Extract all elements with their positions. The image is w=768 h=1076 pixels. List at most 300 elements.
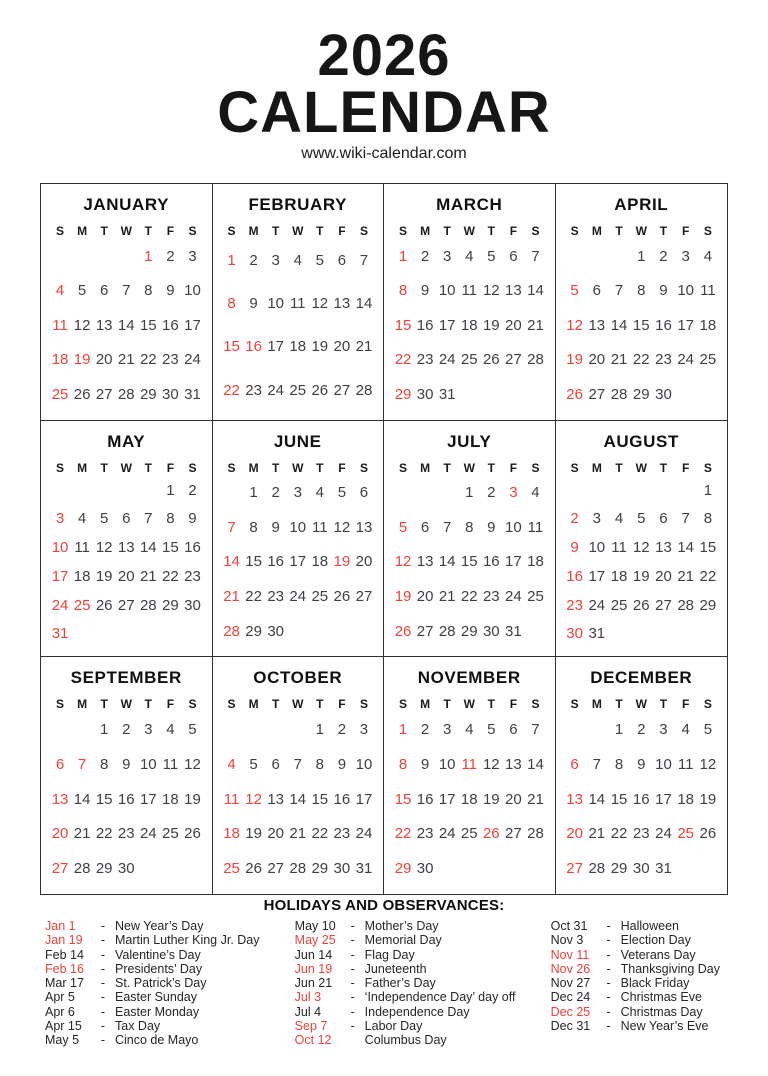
date-cell: 8 [703,510,713,528]
date-cell: 13 [95,316,113,334]
week-row [49,386,204,403]
month-title: JUNE [273,431,322,451]
weekday-header-row [564,224,720,238]
date-cell: 5 [637,510,646,528]
date-cell: 6 [359,484,369,502]
empty-date-cell [309,623,331,640]
holiday-item [551,963,720,976]
week-row [392,623,547,640]
week-row [49,625,204,642]
date-cell: 18 [289,338,307,356]
date-cell: 8 [398,755,408,773]
holiday-separator: - [100,1033,106,1048]
weeks-container [49,239,204,412]
holiday-date: Jul 4 [294,1004,322,1019]
date-cell: 19 [311,338,329,356]
weekday-header: T [443,224,451,238]
week-row [564,756,720,773]
week-row [392,519,547,536]
date-cell: 14 [289,790,307,808]
weekday-header: S [188,460,197,475]
date-cell: 18 [223,825,240,843]
weekday-header: M [420,460,431,475]
date-cell: 26 [482,351,500,369]
date-cell: 19 [73,351,91,369]
date-cell: 15 [699,539,717,557]
date-cell: 9 [487,518,496,536]
weeks-container [221,239,376,412]
month-april [556,184,728,421]
weekday-header: S [56,224,65,238]
week-row [392,860,547,877]
date-cell: 19 [482,316,500,334]
holiday-separator: - [100,919,106,933]
weekday-header: S [188,224,197,238]
empty-date-cell [243,721,265,738]
weeks-container [221,476,376,649]
date-cell: 1 [637,247,646,265]
holiday-item [295,920,516,933]
date-cell: 14 [610,316,628,334]
holiday-date: Feb 16 [45,961,84,976]
empty-date-cell [436,860,458,877]
date-cell: 7 [359,252,369,270]
holiday-name: Christmas Eve [620,990,702,1005]
week-row [221,791,376,808]
date-cell: 15 [632,316,650,334]
date-cell: 22 [610,825,628,843]
date-cell: 26 [311,381,329,399]
holiday-item [551,991,720,1004]
date-cell: 10 [438,282,456,300]
empty-date-cell [414,484,436,501]
weekday-header: S [399,697,408,712]
date-cell: 21 [677,567,695,585]
date-cell: 13 [51,790,69,808]
week-row [564,568,720,585]
date-cell: 26 [184,825,201,843]
date-cell: 31 [505,622,522,640]
weekday-header: T [144,224,152,238]
holiday-date: Jul 3 [294,990,322,1005]
date-cell: 11 [289,295,306,313]
date-cell: 29 [632,385,650,403]
weekday-header: T [100,224,108,238]
empty-date-cell [630,625,652,642]
holiday-item [551,934,720,947]
weekday-header: M [77,697,88,712]
date-cell: 7 [227,518,236,536]
empty-date-cell [181,625,203,642]
date-cell: 27 [333,381,351,399]
weekday-header: S [227,460,236,475]
month-december [556,657,728,894]
date-cell: 25 [460,825,478,843]
date-cell: 14 [677,539,695,557]
date-cell: 26 [245,860,262,878]
holiday-item [551,920,720,933]
week-row [392,484,547,501]
empty-date-cell [502,860,524,877]
date-cell: 22 [699,567,717,585]
date-cell: 22 [245,588,262,606]
date-cell: 27 [95,385,113,403]
date-cell: 10 [139,755,157,773]
date-cell: 29 [460,622,478,640]
date-cell: 13 [117,539,135,557]
date-cell: 1 [315,721,324,739]
date-cell: 10 [677,282,695,300]
weeks-container [564,476,720,649]
date-cell: 15 [95,790,113,808]
date-cell: 22 [632,351,650,369]
holiday-separator: - [100,990,106,1005]
date-cell: 11 [74,539,90,557]
date-cell: 8 [614,755,624,773]
date-cell: 18 [610,567,628,585]
date-cell: 30 [655,385,672,403]
holiday-date: Dec 31 [550,1019,591,1034]
date-cell: 23 [482,588,500,606]
weekday-header: M [77,224,88,238]
date-cell: 2 [337,721,347,739]
week-row [221,860,376,877]
date-cell: 17 [655,790,672,808]
date-cell: 1 [614,721,624,739]
date-cell: 27 [117,596,135,614]
holiday-name: Columbus Day [364,1033,447,1048]
weekday-header: S [188,697,197,712]
date-cell: 9 [570,539,579,557]
date-cell: 6 [271,755,280,773]
date-cell: 25 [699,351,717,369]
date-cell: 26 [73,385,91,403]
holiday-name: Halloween [620,919,680,933]
holiday-name: Martin Luther King Jr. Day [115,933,260,948]
weekday-header: S [531,697,540,712]
date-cell: 4 [293,252,302,270]
date-cell: 27 [505,825,522,843]
weekday-header: T [272,460,280,475]
date-cell: 18 [460,790,478,808]
date-cell: 22 [394,351,412,369]
date-cell: 24 [438,351,456,369]
empty-date-cell [49,248,71,265]
weeks-container [564,239,720,412]
empty-date-cell [564,482,586,499]
date-cell: 15 [245,553,262,571]
date-cell: 18 [162,790,179,808]
date-cell: 9 [420,282,430,300]
holiday-date: Mar 17 [45,976,84,991]
date-cell: 28 [677,596,695,614]
date-cell: 1 [227,252,236,270]
empty-date-cell [608,625,630,642]
holiday-column [295,920,516,1048]
date-cell: 6 [509,247,518,265]
weeks-container [392,476,547,649]
empty-date-cell [697,386,719,403]
date-cell: 14 [527,755,544,773]
holiday-name: Valentine’s Day [115,947,201,962]
date-cell: 14 [355,295,373,313]
empty-date-cell [675,860,697,877]
date-cell: 5 [77,282,87,300]
weekday-header: F [338,224,346,238]
empty-date-cell [49,721,71,738]
weekday-header: W [292,460,304,475]
holiday-separator: - [606,961,611,976]
date-cell: 31 [588,625,606,643]
date-cell: 19 [394,588,412,606]
date-cell: 14 [527,282,544,300]
holiday-name: New Year’s Eve [620,1019,709,1034]
holiday-date: Nov 27 [550,976,591,991]
weekday-header: M [420,697,431,712]
date-cell: 16 [632,790,650,808]
date-cell: 9 [659,282,668,300]
date-cell: 16 [245,338,262,356]
page-header [0,0,768,163]
holiday-item [295,934,516,947]
date-cell: 25 [677,825,695,843]
holiday-item [295,1006,516,1019]
holiday-date: Dec 24 [550,990,591,1005]
date-cell: 23 [117,825,135,843]
date-cell: 10 [655,755,672,773]
holiday-date: Apr 6 [45,1004,75,1019]
date-cell: 30 [566,625,583,643]
date-cell: 28 [588,860,606,878]
holiday-separator: - [606,1004,611,1019]
date-cell: 23 [655,351,672,369]
date-cell: 30 [267,622,285,640]
date-cell: 12 [311,295,329,313]
holidays-title: HOLIDAYS AND OBSERVANCES: [263,897,505,914]
month-title: MAY [107,431,146,451]
weekday-header: S [703,224,712,238]
weekday-header-row [221,461,376,475]
weekday-header: M [591,460,602,475]
date-cell: 21 [355,338,373,356]
date-cell: 6 [570,755,579,773]
date-cell: 24 [438,825,456,843]
date-cell: 22 [139,351,157,369]
date-cell: 16 [117,790,135,808]
weekday-header: S [703,697,712,712]
holiday-separator: - [100,1004,106,1019]
holiday-separator: - [350,1004,355,1019]
weekday-header: T [100,460,108,475]
weekday-header: T [615,224,623,238]
weekday-header-row [49,461,204,475]
date-cell: 9 [420,755,430,773]
week-row [392,791,547,808]
date-cell: 20 [505,316,522,334]
date-cell: 12 [245,790,262,808]
date-cell: 12 [73,316,91,334]
date-cell: 5 [249,755,258,773]
date-cell: 1 [166,481,175,499]
date-cell: 28 [139,596,157,614]
weeks-container [49,712,204,886]
week-row [392,756,547,773]
holiday-date: Jun 14 [294,947,333,962]
weekday-header: W [120,697,132,712]
date-cell: 26 [632,596,650,614]
weekday-header: T [144,697,152,712]
date-cell: 30 [482,622,500,640]
date-cell: 19 [245,825,262,843]
date-cell: 17 [267,338,285,356]
holiday-name: Tax Day [115,1019,161,1034]
date-cell: 11 [52,316,68,334]
holiday-separator: - [350,1019,355,1034]
date-cell: 18 [677,790,695,808]
date-cell: 2 [487,484,496,502]
date-cell: 17 [438,316,456,334]
date-cell: 21 [73,825,91,843]
holiday-name: Presidents’ Day [115,961,203,976]
holiday-name: Independence Day [364,1004,470,1019]
date-cell: 13 [655,539,672,557]
week-row [564,539,720,556]
weekday-header: T [144,460,152,475]
holiday-date: Jan 19 [45,933,83,948]
date-cell: 15 [162,539,179,557]
date-cell: 4 [55,282,65,300]
date-cell: 15 [139,316,157,334]
weekday-header: T [316,697,324,712]
date-cell: 6 [509,721,518,739]
date-cell: 30 [162,385,179,403]
weekday-header: W [463,460,475,475]
holiday-separator: - [100,961,106,976]
date-cell: 2 [637,721,646,739]
week-row [392,553,547,570]
holiday-name: ‘Independence Day’ day off [364,990,516,1005]
weekday-header: F [166,224,175,238]
holiday-name: Labor Day [364,1019,423,1034]
date-cell: 23 [416,351,434,369]
date-cell: 8 [249,518,258,536]
date-cell: 21 [438,588,456,606]
date-cell: 11 [527,518,544,536]
weekday-header: F [338,460,346,475]
week-row [564,597,720,614]
holiday-item [551,1020,720,1033]
holiday-date: Dec 25 [550,1004,591,1019]
date-cell: 12 [699,755,717,773]
empty-date-cell [137,482,159,499]
weekday-header: F [682,460,690,475]
date-cell: 29 [311,860,329,878]
empty-date-cell [115,625,137,642]
week-row [564,248,720,265]
holidays-section [0,897,768,1048]
date-cell: 19 [632,567,650,585]
date-cell: 16 [416,316,434,334]
date-cell: 25 [73,596,91,614]
month-title: DECEMBER [590,668,693,688]
date-cell: 11 [461,282,478,300]
date-cell: 6 [592,282,601,300]
holiday-date: May 5 [45,1033,80,1048]
date-cell: 18 [527,553,544,571]
date-cell: 24 [51,596,69,614]
date-cell: 28 [117,385,135,403]
date-cell: 10 [438,755,456,773]
empty-date-cell [181,860,203,877]
date-cell: 30 [416,385,434,403]
holiday-separator: - [606,933,611,948]
date-cell: 23 [162,351,179,369]
date-cell: 15 [610,790,628,808]
empty-date-cell [675,386,697,403]
weekday-header-row [564,697,720,711]
weekday-header-row [221,224,376,238]
date-cell: 26 [699,825,717,843]
date-cell: 25 [289,381,307,399]
date-cell: 17 [355,790,373,808]
date-cell: 3 [293,484,302,502]
date-cell: 19 [482,790,500,808]
holiday-item [45,1006,260,1019]
date-cell: 8 [637,282,646,300]
date-cell: 25 [460,351,478,369]
date-cell: 27 [267,860,285,878]
month-november [384,657,556,894]
date-cell: 8 [315,755,324,773]
month-june [213,421,385,658]
holiday-date: May 10 [294,919,336,933]
weekday-header: S [399,224,408,238]
date-cell: 16 [482,553,500,571]
date-cell: 19 [333,553,351,571]
empty-date-cell [502,386,524,403]
date-cell: 5 [337,484,347,502]
date-cell: 4 [77,510,87,528]
week-row [221,756,376,773]
date-cell: 19 [95,567,113,585]
weekday-header: M [420,224,431,238]
date-cell: 4 [465,721,474,739]
date-cell: 6 [337,252,347,270]
weekday-header: F [682,697,690,712]
date-cell: 2 [122,721,131,739]
date-cell: 3 [659,721,668,739]
date-cell: 9 [271,518,280,536]
empty-date-cell [71,482,93,499]
week-row [221,519,376,536]
date-cell: 6 [659,510,668,528]
date-cell: 21 [527,316,544,334]
holiday-item [295,977,516,990]
month-title: AUGUST [603,431,679,451]
date-cell: 10 [588,539,606,557]
date-cell: 25 [311,588,329,606]
month-title: JULY [447,431,492,451]
weekday-header: S [359,460,368,475]
week-row [564,351,720,368]
date-cell: 29 [610,860,628,878]
holiday-separator: - [350,976,355,991]
weekday-header: T [272,224,280,238]
date-cell: 20 [416,588,434,606]
date-cell: 26 [333,588,351,606]
date-cell: 24 [655,825,672,843]
date-cell: 10 [267,295,285,313]
